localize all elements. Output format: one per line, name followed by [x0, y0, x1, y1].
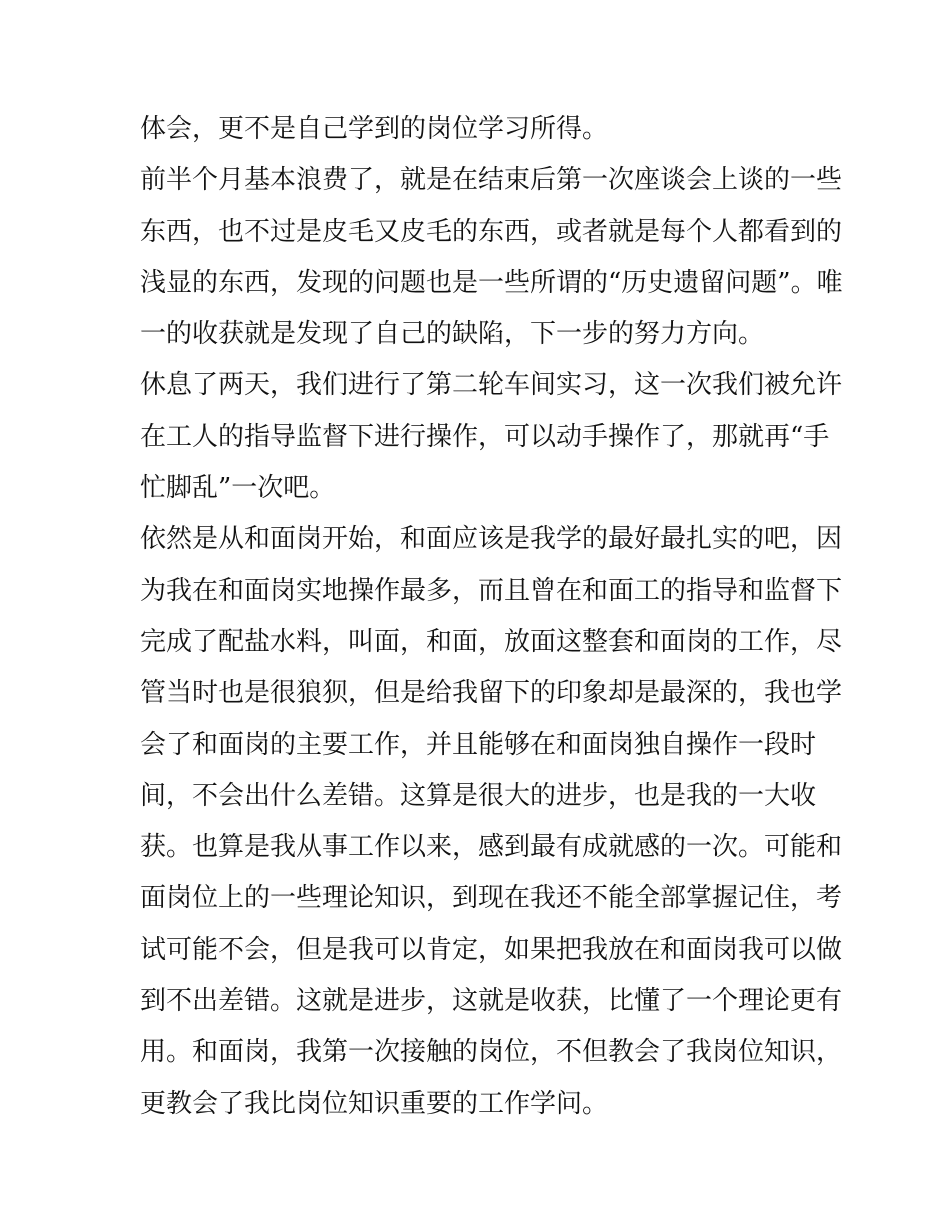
- text-line: 休息了两天，我们进行了第二轮车间实习，这一次我们被允许: [140, 370, 843, 401]
- document-body: [140, 104, 843, 1130]
- text-line: 东西，也不过是皮毛又皮毛的东西，或者就是每个人都看到的: [140, 216, 843, 247]
- text-line: 获。也算是我从事工作以来，感到最有成就感的一次。可能和: [140, 832, 843, 863]
- text-line: 会了和面岗的主要工作，并且能够在和面岗独自操作一段时: [140, 729, 817, 760]
- text-line: 间，不会出什么差错。这算是很大的进步，也是我的一大收: [140, 780, 817, 811]
- text-line: 忙脚乱”一次吧。: [140, 473, 336, 504]
- text-line: 试可能不会，但是我可以肯定，如果把我放在和面岗我可以做: [140, 934, 843, 965]
- text-line: 面岗位上的一些理论知识，到现在我还不能全部掌握记住，考: [140, 883, 843, 914]
- text-line: 体会，更不是自己学到的岗位学习所得。: [140, 114, 609, 144]
- text-line: 前半个月基本浪费了，就是在结束后第一次座谈会上谈的一些: [140, 165, 843, 196]
- text-line: 完成了配盐水料，叫面，和面，放面这整套和面岗的工作，尽: [140, 626, 843, 657]
- text-line: 用。和面岗，我第一次接触的岗位，不但教会了我岗位知识，: [140, 1037, 843, 1068]
- text-line: 管当时也是很狼狈，但是给我留下的印象却是最深的，我也学: [140, 678, 843, 709]
- text-line: 更教会了我比岗位知识重要的工作学问。: [140, 1088, 609, 1119]
- text-line: 浅显的东西，发现的问题也是一些所谓的“历史遗留问题”。唯: [140, 267, 843, 298]
- text-line: 一的收获就是发现了自己的缺陷，下一步的努力方向。: [140, 319, 765, 350]
- text-line: 到不出差错。这就是进步，这就是收获，比懂了一个理论更有: [140, 986, 843, 1017]
- text-line: 在工人的指导监督下进行操作，可以动手操作了，那就再“手: [140, 421, 830, 452]
- text-line: 依然是从和面岗开始，和面应该是我学的最好最扎实的吧，因: [140, 524, 843, 555]
- text-line: 为我在和面岗实地操作最多，而且曾在和面工的指导和监督下: [140, 575, 843, 606]
